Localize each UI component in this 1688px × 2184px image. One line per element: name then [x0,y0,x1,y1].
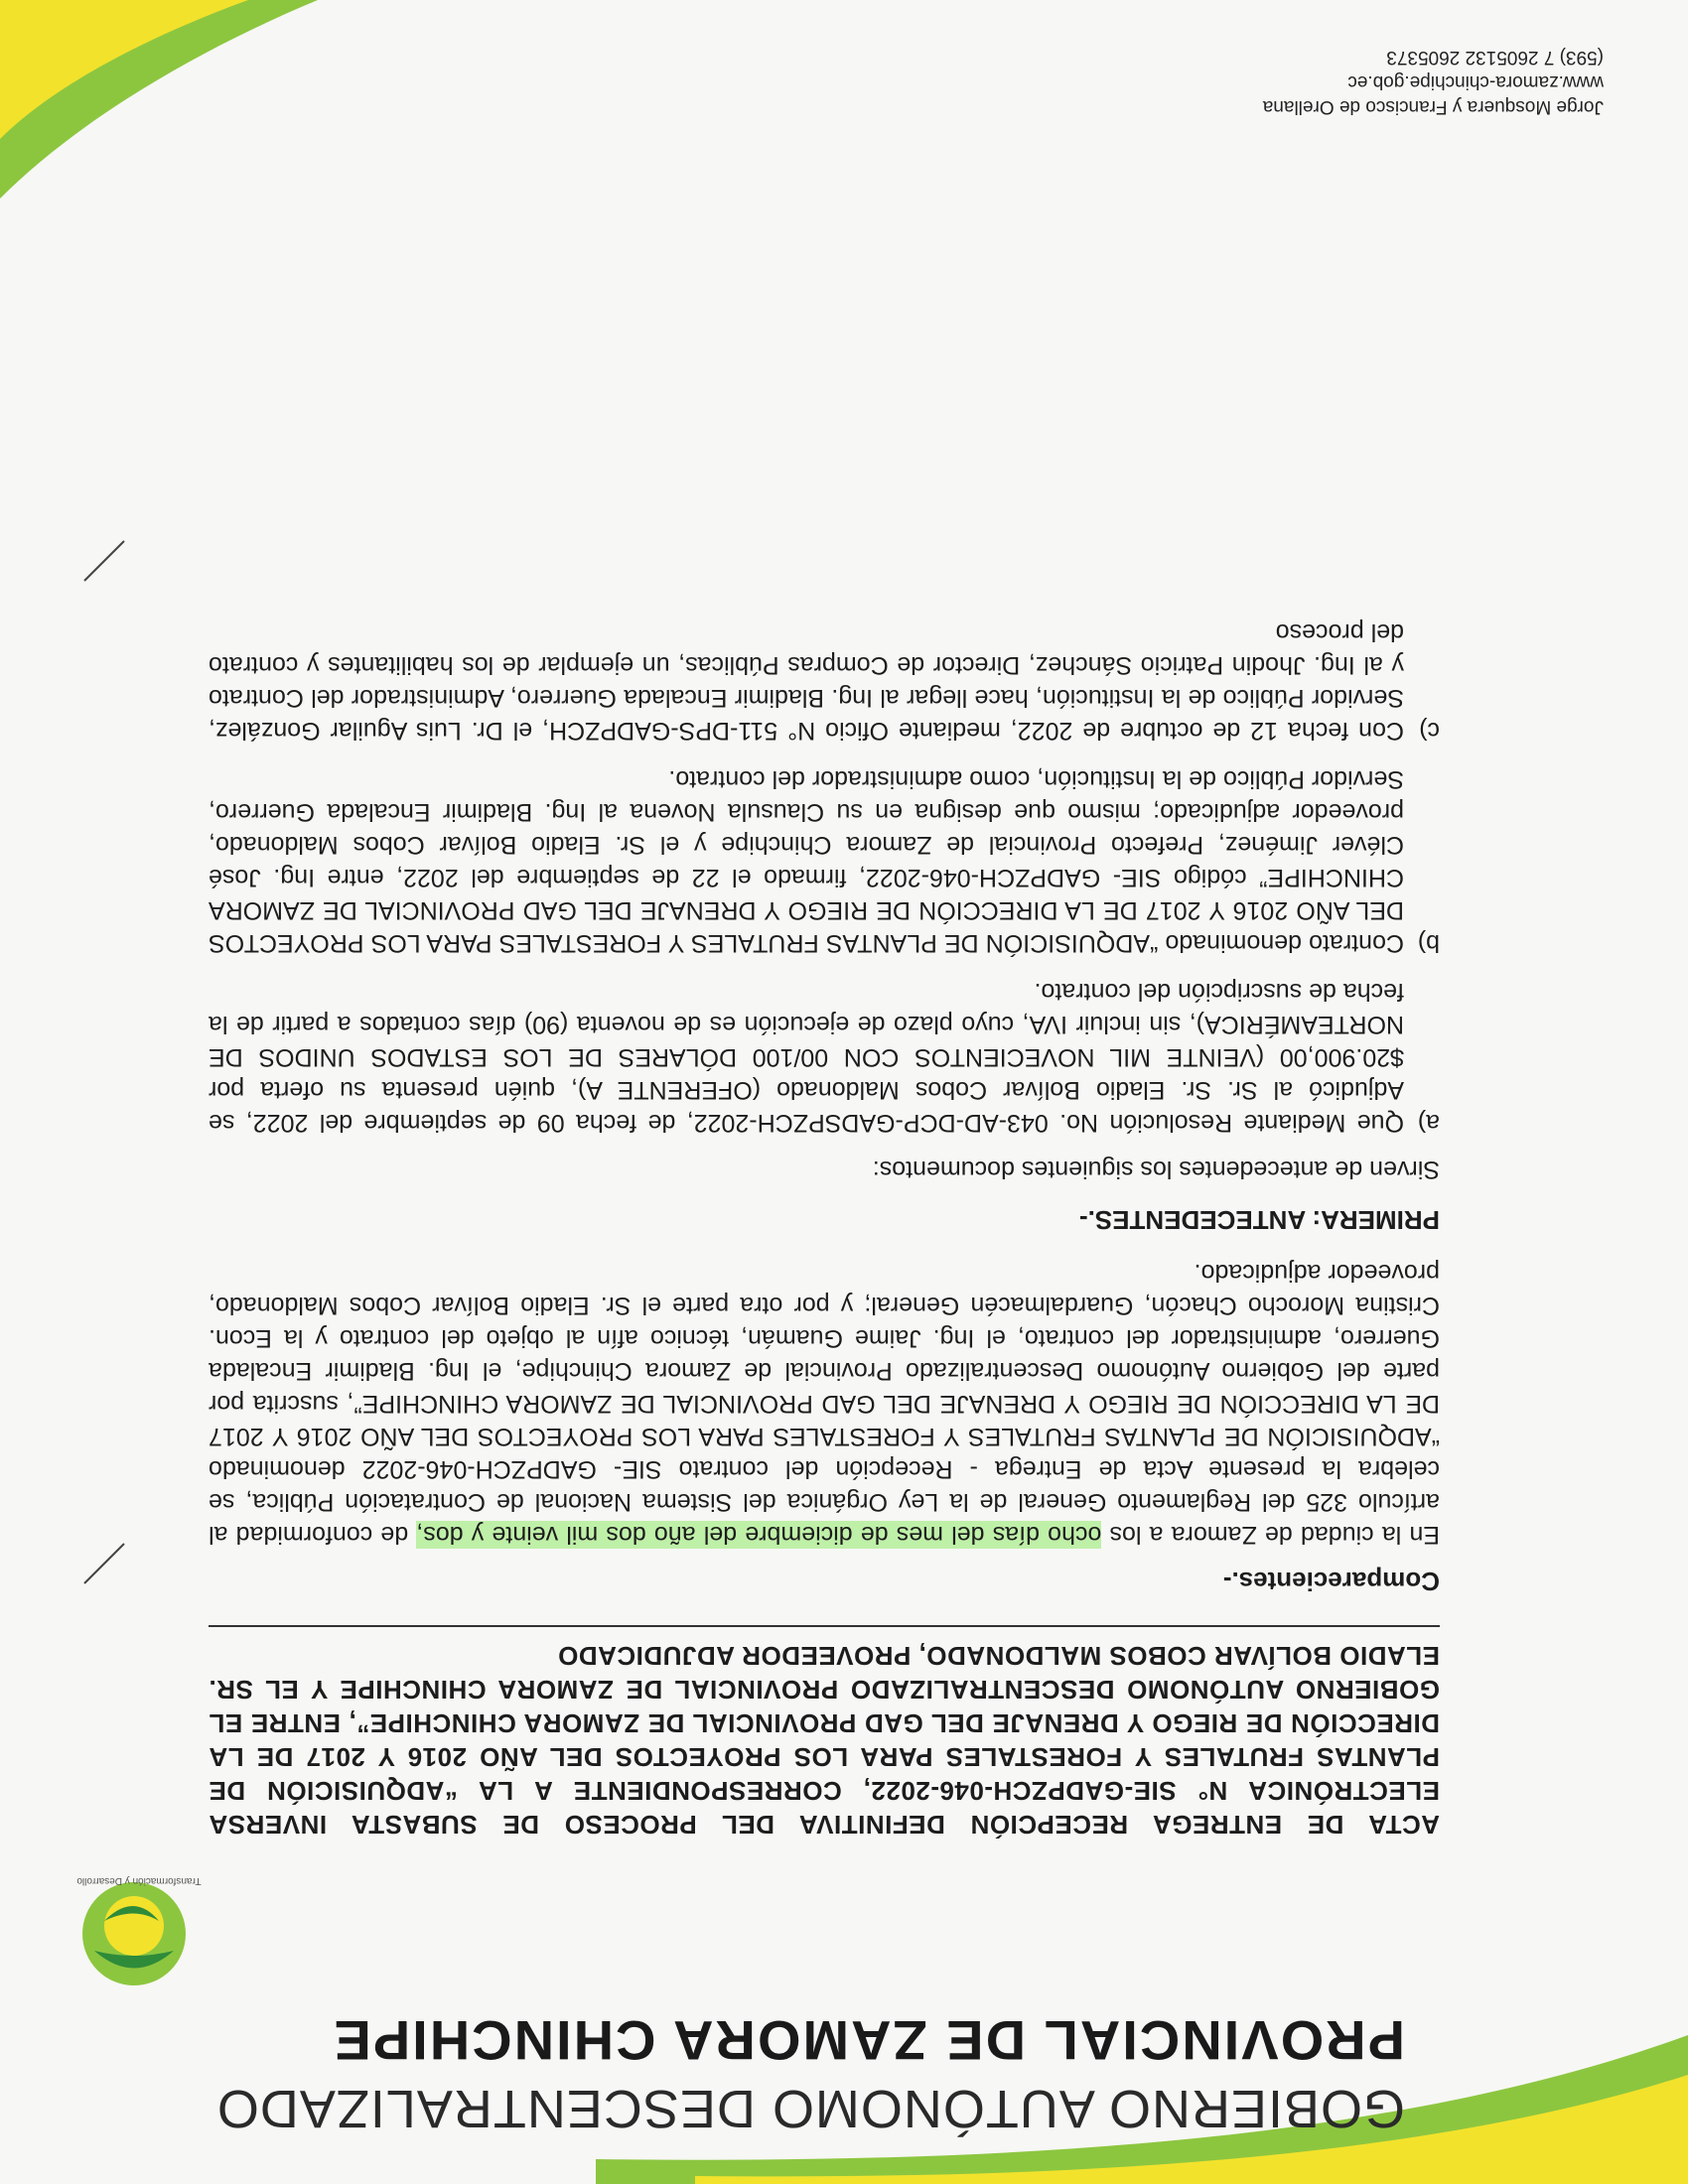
list-item-label: c) [1419,717,1440,745]
list-item-text: Que Mediante Resolución No. 043-AD-DCP-GADSPZCH-2022, de fecha 09 de septiembre del 2022, se Adjudicó al Sr. Sr. Eladio Bolívar Cobos Maldonado (OFERENTE A), quién presenta su oferta por $20.900,00 (VEINTE MIL NOVECIENTOS CON 00/100 DÓLARES DE LOS ESTADOS UNIDOS DE NORTEAMÉRICA), sin incluir IVA, cuyo plazo de ejecución es de noventa (90) días contados a partir de la fecha de suscripción del contrato. [209,978,1404,1137]
comparecientes-paragraph [209,1256,1440,1551]
document-title: ACTA DE ENTREGA RECEPCIÓN DEFINITIVA DEL PROCESO DE SUBASTA INVERSA ELECTRÓNICA N° SIE-GADPZCH-046-2022, CORRESPONDIENTE A LA “ADQUISICIÓN DE PLANTAS FRUTALES Y FORESTALES PARA LOS PROYECTOS DEL AÑO 2016 Y 2017 DE LA DIRECCIÓN DE RIEGO Y DRENAJE DEL GAD PROVINCIAL DE ZAMORA CHINCHIPE”, ENTRE EL GOBIERNO AUTÓNOMO DESCENTRALIZADO PROVINCIAL DE ZAMORA CHINCHIPE Y EL SR. ELADIO BOLÍVAR COBOS MALDONADO, PROVEEDOR ADJUDICADO [209,1641,1440,1840]
footer-contact [1107,45,1604,119]
header-title-line1: GOBIERNO AUTÓNOMO DESCENTRALIZADO [215,2079,1405,2138]
highlighted-date: ocho días del mes de diciembre del año dos mil veinte y dos, [416,1521,1102,1549]
section-title-antecedentes: PRIMERA: ANTECEDENTES.- [1078,1205,1440,1235]
pen-mark-icon [79,536,129,586]
comparecientes-text-end: de conformidad al artículo 325 del Reglamento General de la Ley Orgánica del Sistema Nacional de Contratación Pública, se celebra la presente Acta de Entrega - Recepción del contrato SIE- GADPZCH-046-2022 denominado “ADQUISICIÓN DE PLANTAS FRUTALES Y FORESTALES PARA LOS PROYECTOS DEL AÑO 2016 Y 2017 DE LA DIRECCIÓN DE RIEGO Y DRENAJE DEL GAD PROVINCIAL DE ZAMORA CHINCHIPE”, suscrita por parte del Gobierno Autónomo Descentralizado Provincial de Zamora Chinchipe, el Ing. Bladimir Encalada Guerrero, administrador del contrato, el Ing. Jaime Guamán, técnico afín al objeto del contrato y la Econ. Cristina Morocho Chacón, Guardalmacén General; y por otra parte el Sr. Eladio Bolívar Cobos Maldonado, proveedor adjudicado. [209,1259,1440,1549]
antecedentes-intro: Sirven de antecedentes los siguientes documentos: [872,1156,1440,1183]
logo-tagline: Transformación y Desarrollo [76,1875,202,1886]
prefecture-logo-icon [74,1876,194,1990]
footer-website: www.zamora-chinchipe.gob.ec [1347,71,1604,92]
footer-address: Jorge Mosquera y Francisco de Orellana [1262,96,1604,117]
list-item-text: Con fecha 12 de octubre de 2022, mediante Oficio N° 511-DPS-GADPZCH, el Dr. Luis Aguilar González, Servidor Público de la Institución, hace llegar al Ing. Bladimir Encalada Guerrero, Administrador del Contrato y al Ing. Jhodin Patricio Sánchez, Director de Compras Públicas, un ejemplar de los habilitantes y contrato del proceso [209,618,1404,745]
header-title-line2: PROVINCIAL DE ZAMORA CHINCHIPE [332,2009,1405,2072]
list-item [209,615,1440,747]
list-item-text: Contrato denominado “ADQUISICIÓN DE PLANTAS FRUTALES Y FORESTALES PARA LOS PROYECTOS DEL AÑO 2016 Y 2017 DE LA DIRECCIÓN DE RIEGO Y DRENAJE DEL GAD PROVINCIAL DE ZAMORA CHINCHIPE” código SIE- GADPZCH-046-2022, firmado el 22 de septiembre del 2022, entre Ing. José Cléver Jiménez, Prefecto Provincial de Zamora Chinchipe y el Sr. Eladio Bolívar Cobos Maldonado, proveedor adjudicado; mismo que designa en su Clausula Novena al Ing. Bladimir Encalada Guerrero, Servidor Público de la Institución, como administrador del contrato. [209,765,1404,957]
title-divider [209,1625,1440,1627]
pen-mark-icon [79,1539,129,1588]
section-title-comparecientes: Comparecientes.- [1222,1567,1440,1596]
list-item [209,975,1440,1139]
document-body [209,600,1440,1842]
list-item-label: a) [1417,1109,1440,1137]
comparecientes-text-start: En la ciudad de Zamora a los [1101,1521,1440,1549]
footer-phone: (593) 7 2605132 2605373 [1386,47,1604,68]
list-item-label: b) [1417,929,1440,957]
list-item [209,762,1440,959]
